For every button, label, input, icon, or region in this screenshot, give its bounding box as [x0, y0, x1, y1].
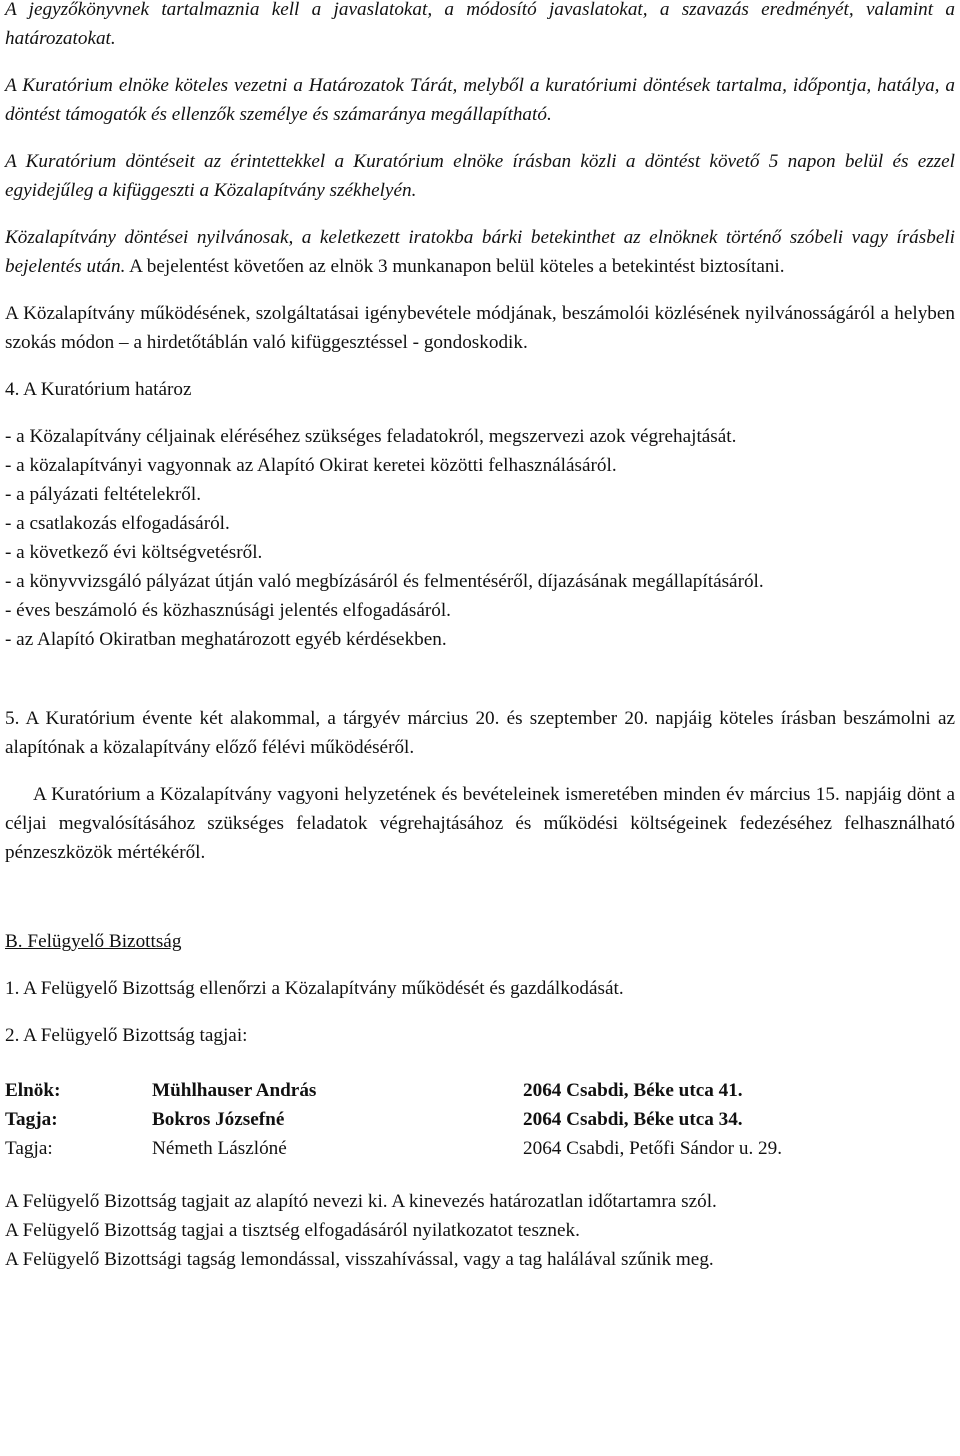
list-item: - a következő évi költségvetésről.: [5, 542, 263, 563]
document-page: [5, 0, 955, 1274]
list-item: - a könyvvizsgáló pályázat útján való megbízásáról és felmentéséről, díjazásának megállapításáról.: [5, 571, 764, 592]
member-role: Elnök:: [5, 1080, 61, 1101]
section-b-heading-text: B. Felügyelő Bizottság: [5, 931, 182, 952]
publicity-paragraph-italic: Közalapítvány döntései nyilvánosak, a keletkezett iratokba bárki betekinthet az elnöknek történő szóbeli vagy írásbeli bejelentés után.: [5, 227, 955, 277]
publicity-paragraph-roman: A bejelentést követően az elnök 3 munkanapon belül köteles a betekintést biztosítani.: [125, 256, 785, 277]
member-name: Németh Lászlóné: [152, 1138, 287, 1159]
member-row: [5, 1105, 955, 1134]
member-row: [5, 1076, 955, 1105]
minutes-content-paragraph: A jegyzőkönyvnek tartalmaznia kell a javaslatokat, a módosító javaslatokat, a szavazás eredményét, valamint a határozatokat.: [5, 0, 955, 49]
list-item: - éves beszámoló és közhasznúsági jelentés elfogadásáról.: [5, 600, 451, 621]
list-item: - a közalapítványi vagyonnak az Alapító Okirat keretei közötti felhasználásáról.: [5, 455, 617, 476]
section-5-paragraph: 5. A Kuratórium évente két alakommal, a tárgyév március 20. és szeptember 20. napjáig köteles írásban beszámolni az alapítónak a közalapítvány előző félévi működéséről.: [5, 708, 955, 758]
member-address: 2064 Csabdi, Petőfi Sándor u. 29.: [523, 1138, 783, 1159]
list-item: - a Közalapítvány céljainak eléréséhez szükséges feladatokról, megszervezi azok végrehajtását.: [5, 426, 737, 447]
operation-publicity-paragraph: A Közalapítvány működésének, szolgáltatásai igénybevétele módjának, beszámolói közlésének nyilvánosságáról a helyben szokás módon – a hirdetőtáblán való kifüggesztéssel - gondoskodik.: [5, 303, 955, 353]
supervisory-board-duty: 1. A Felügyelő Bizottság ellenőrzi a Közalapítvány működését és gazdálkodását.: [5, 978, 624, 999]
closing-line: A Felügyelő Bizottság tagjait az alapító nevezi ki. A kinevezés határozatlan időtartamra szól.: [5, 1191, 717, 1212]
closing-block: [5, 1187, 955, 1274]
decision-notice-paragraph: A Kuratórium döntéseit az érintettekkel a Kuratórium elnöke írásban közli a döntést követő 5 napon belül és ezzel egyidejűleg a kifüggeszti a Közalapítvány székhelyén.: [5, 151, 955, 201]
section-4-list: [5, 422, 955, 654]
member-role: Tagja:: [5, 1109, 58, 1130]
list-item: - a pályázati feltételekről.: [5, 484, 202, 505]
members-table: [5, 1076, 955, 1163]
list-item: - az Alapító Okiratban meghatározott egyéb kérdésekben.: [5, 629, 447, 650]
member-address: 2064 Csabdi, Béke utca 34.: [523, 1109, 743, 1130]
list-item: - a csatlakozás elfogadásáról.: [5, 513, 230, 534]
member-name: Mühlhauser András: [152, 1080, 317, 1101]
closing-line: A Felügyelő Bizottság tagjai a tisztség elfogadásáról nyilatkozatot tesznek.: [5, 1220, 580, 1241]
publicity-paragraph: [5, 223, 955, 281]
member-row: [5, 1134, 955, 1163]
budget-decision-paragraph: A Kuratórium a Közalapítvány vagyoni helyzetének és bevételeinek ismeretében minden év március 15. napjáig dönt a céljai megvalósításához szükséges feladatok végrehajtásához és működési költségeinek fedezéséhez felhasználható pénzeszközök mértékéről.: [5, 784, 955, 863]
resolutions-register-paragraph: A Kuratórium elnöke köteles vezetni a Határozatok Tárát, melyből a kuratóriumi döntések tartalma, időpontja, hatálya, a döntést támogatók és ellenzők személye és számaránya megállapítható.: [5, 75, 955, 125]
supervisory-board-members-heading: 2. A Felügyelő Bizottság tagjai:: [5, 1025, 248, 1046]
section-b-heading: [5, 927, 955, 956]
member-role: Tagja:: [5, 1138, 53, 1159]
member-name: Bokros Józsefné: [152, 1109, 285, 1130]
member-address: 2064 Csabdi, Béke utca 41.: [523, 1080, 743, 1101]
closing-line: A Felügyelő Bizottsági tagság lemondással, visszahívással, vagy a tag halálával szűnik meg.: [5, 1249, 714, 1270]
section-4-heading: 4. A Kuratórium határoz: [5, 379, 192, 400]
